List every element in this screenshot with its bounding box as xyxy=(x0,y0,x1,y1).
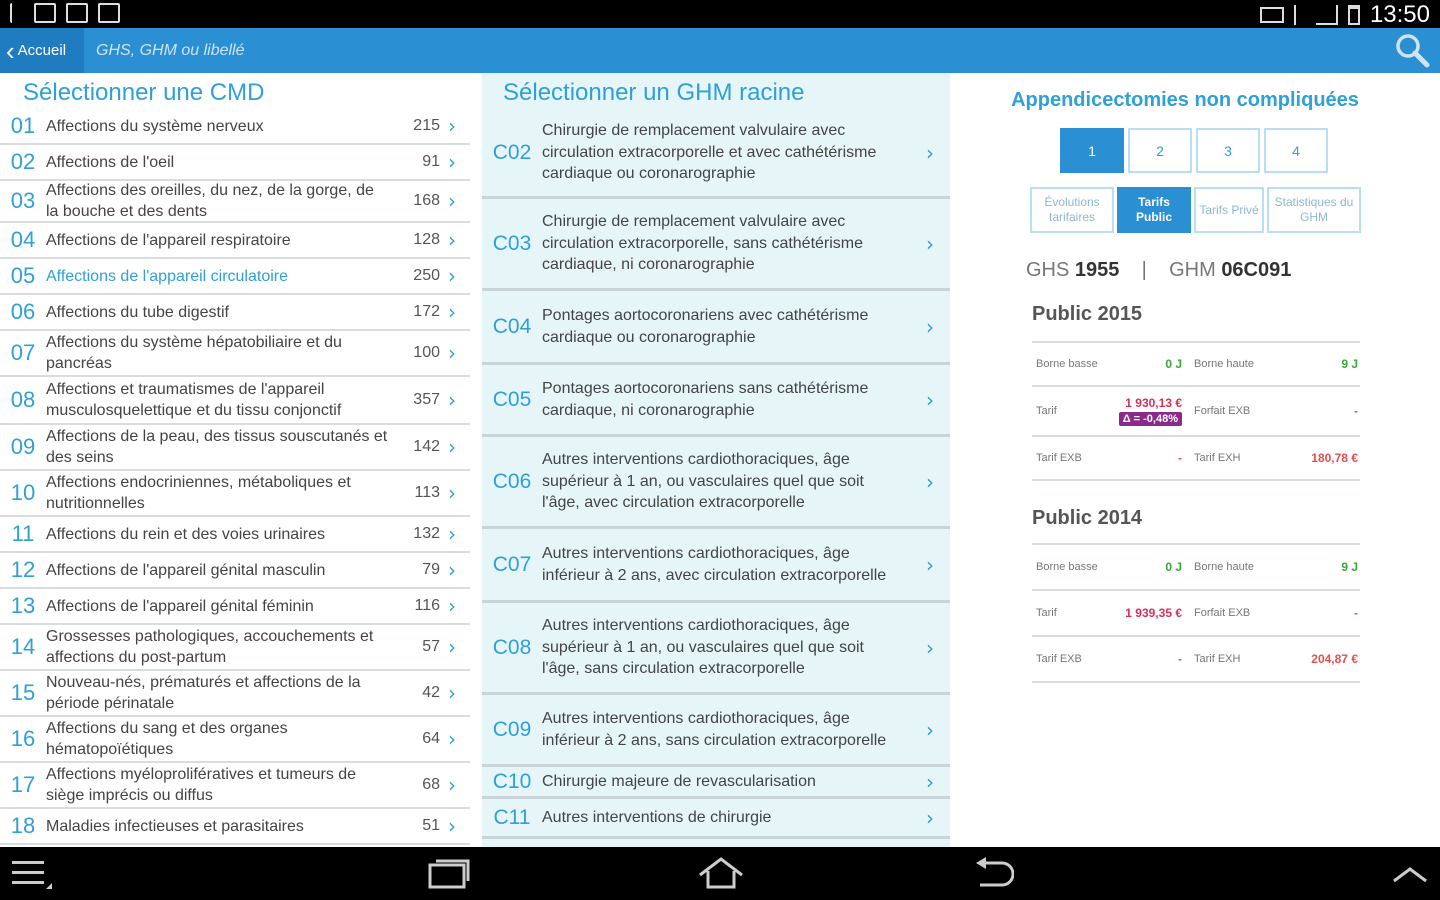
bornes-row xyxy=(1032,343,1360,387)
tarif-row xyxy=(1032,387,1360,437)
cmd-count: 215 xyxy=(413,117,440,134)
chevron-right-icon: › xyxy=(926,635,934,660)
cmd-count: 172 xyxy=(413,303,440,320)
cmd-count: 128 xyxy=(413,231,440,248)
tarif-ex-row xyxy=(1032,637,1360,683)
cmd-count: 168 xyxy=(413,192,440,209)
chevron-right-icon: › xyxy=(448,189,456,213)
cmd-code: 14 xyxy=(10,634,36,659)
tab-tarifs-public[interactable]: Tarifs Public xyxy=(1117,187,1191,233)
cmd-code: 18 xyxy=(10,813,36,838)
cmd-count: 116 xyxy=(414,597,440,614)
ghm-row[interactable] xyxy=(482,365,950,437)
cmd-row[interactable] xyxy=(0,763,470,809)
forfait-exb-label: Forfait EXB xyxy=(1194,607,1251,619)
home-icon[interactable] xyxy=(696,857,746,889)
ghm-value: 06C091 xyxy=(1221,259,1292,281)
cmd-row[interactable] xyxy=(0,717,470,763)
cmd-row[interactable] xyxy=(0,259,470,295)
cmd-code: 07 xyxy=(10,340,36,365)
chevron-right-icon: › xyxy=(448,114,456,138)
ghm-panel-title: Sélectionner un GHM racine xyxy=(503,79,805,106)
ghs-value: 1955 xyxy=(1074,259,1120,281)
system-nav-bar xyxy=(0,847,1440,900)
signal-icon xyxy=(1316,5,1338,25)
tarif-exb-value: - xyxy=(1178,451,1182,465)
chevron-right-icon: › xyxy=(448,635,456,659)
chevron-right-icon: › xyxy=(926,769,934,794)
status-right xyxy=(1260,1,1430,29)
cmd-code: 05 xyxy=(10,263,36,288)
cmd-label: Affections de l'oeil xyxy=(46,153,175,171)
cmd-row[interactable] xyxy=(0,471,470,517)
back-icon[interactable] xyxy=(972,857,1014,889)
tab-evolutions-tarifaires[interactable]: Évolutions tarifaires xyxy=(1030,187,1114,233)
cmd-label: Affections de l'appareil génital féminin xyxy=(46,597,314,615)
cmd-count: 68 xyxy=(422,776,440,793)
tarif-exb-label: Tarif EXB xyxy=(1036,653,1082,665)
cmd-label: Affections du rein et des voies urinaires xyxy=(46,525,325,543)
cmd-row[interactable] xyxy=(0,553,470,589)
chevron-right-icon: › xyxy=(448,228,456,252)
cmd-label: Affections du tube digestif xyxy=(46,303,229,321)
ghm-list xyxy=(482,109,950,839)
recent-apps-icon[interactable] xyxy=(428,857,472,889)
tarif-exh-value: 180,78 € xyxy=(1311,451,1358,465)
cmd-row[interactable] xyxy=(0,671,470,717)
cmd-panel-title: Sélectionner une CMD xyxy=(23,79,265,106)
cmd-row[interactable] xyxy=(0,425,470,471)
ghs-ghm-line xyxy=(1026,259,1291,282)
cmd-code: 02 xyxy=(10,149,36,174)
ghm-label: Autres interventions cardiothoraciques, âge inférieur à 2 ans, avec circulation extracorporelle xyxy=(542,545,887,584)
ghm-label: Pontages aortocoronariens avec cathétérisme cardiaque ou coronarographie xyxy=(542,307,869,346)
delta-badge: Δ = -0,48% xyxy=(1119,412,1182,426)
tarif-exh-value: 204,87 € xyxy=(1311,652,1358,666)
cmd-row[interactable] xyxy=(0,377,470,425)
chevron-up-icon[interactable] xyxy=(1392,865,1428,885)
usb-icon xyxy=(10,3,24,23)
tarif-label: Tarif xyxy=(1036,405,1057,417)
ghm-code: C07 xyxy=(492,552,532,576)
ghm-label: Autres interventions cardiothoraciques, âge inférieur à 2 ans, sans circulation extracorporelle xyxy=(542,710,887,749)
cmd-code: 01 xyxy=(10,113,36,138)
chevron-right-icon: › xyxy=(926,314,934,339)
chevron-right-icon: › xyxy=(448,388,456,412)
tab-statistiques-ghm[interactable]: Statistiques du GHM xyxy=(1267,187,1361,233)
cmd-label: Affections de la peau, des tissus souscutanés et des seins xyxy=(46,428,388,466)
chevron-right-icon: › xyxy=(926,387,934,412)
status-bar xyxy=(0,0,1440,28)
back-label: Accueil xyxy=(17,42,67,59)
mute-icon xyxy=(1260,7,1284,23)
cmd-row[interactable] xyxy=(0,145,470,181)
borne-basse-label: Borne basse xyxy=(1036,561,1098,573)
view-tabs xyxy=(1030,187,1361,233)
tarif-value: 1 930,13 € xyxy=(1125,396,1182,410)
cmd-code: 15 xyxy=(10,680,36,705)
cmd-code: 11 xyxy=(11,521,35,546)
cmd-count: 91 xyxy=(422,153,440,170)
chevron-left-icon: ‹ xyxy=(6,35,15,66)
cmd-count: 113 xyxy=(414,484,440,501)
chevron-right-icon: › xyxy=(926,140,934,165)
app-bar xyxy=(0,28,1440,73)
cmd-label: Affections de l'appareil circulatoire xyxy=(46,267,288,285)
tarif-cell xyxy=(1102,396,1186,426)
cmd-count: 250 xyxy=(413,267,440,284)
chevron-right-icon: › xyxy=(448,264,456,288)
battery-icon xyxy=(1348,5,1360,25)
cmd-label: Affections du sang et des organes hématopoïétiques xyxy=(46,720,288,758)
cmd-label: Affections de l'appareil respiratoire xyxy=(46,231,291,249)
cmd-count: 357 xyxy=(413,391,440,408)
cmd-row[interactable] xyxy=(0,517,470,553)
cmd-label: Affections endocriniennes, métaboliques et nutritionnelles xyxy=(46,474,351,512)
borne-haute-value: 9 J xyxy=(1341,560,1358,574)
ghm-code: C02 xyxy=(492,140,532,164)
tab-tarifs-prive[interactable]: Tarifs Privé xyxy=(1194,187,1264,233)
ghm-code: C03 xyxy=(492,231,532,255)
cmd-label: Affections du système hépatobiliaire et du pancréas xyxy=(46,334,342,372)
cmd-count: 132 xyxy=(413,525,440,542)
ghm-label: Autres interventions cardiothoraciques, âge supérieur à 1 an, ou vasculaires quel que soit l'âge, avec circulation extracorporelle xyxy=(542,451,864,512)
borne-haute-value: 9 J xyxy=(1341,357,1358,371)
chevron-right-icon: › xyxy=(448,522,456,546)
cmd-row[interactable] xyxy=(0,809,470,845)
cmd-label: Grossesses pathologiques, accouchements et affections du post-partum xyxy=(46,628,374,666)
ghm-label: Chirurgie de remplacement valvulaire avec circulation extracorporelle et avec cathétérisme cardiaque ou coronarographie xyxy=(542,122,877,183)
ghm-label: Chirurgie majeure de revascularisation xyxy=(542,772,816,790)
page-1-button[interactable]: 1 xyxy=(1060,128,1124,173)
cmd-code: 12 xyxy=(10,557,36,582)
cmd-list xyxy=(0,109,470,845)
borne-basse-value: 0 J xyxy=(1165,560,1182,574)
ghm-row[interactable] xyxy=(482,529,950,603)
cmd-count: 42 xyxy=(422,684,440,701)
chevron-right-icon: › xyxy=(448,773,456,797)
cmd-code: 13 xyxy=(10,593,36,618)
cmd-row[interactable] xyxy=(0,223,470,259)
cmd-label: Maladies infectieuses et parasitaires xyxy=(46,817,304,835)
ghm-detail-panel xyxy=(950,73,1440,847)
ghm-label: Pontages aortocoronariens sans cathétérisme cardiaque, ni coronarographie xyxy=(542,380,869,419)
tarif-ex-row xyxy=(1032,437,1360,481)
tarif-value: 1 939,35 € xyxy=(1125,606,1182,620)
cmd-count: 79 xyxy=(422,561,440,578)
chevron-right-icon: › xyxy=(448,558,456,582)
chevron-right-icon: › xyxy=(448,727,456,751)
chevron-right-icon: › xyxy=(448,300,456,324)
cmd-row[interactable] xyxy=(0,625,470,671)
tarif-exb-value: - xyxy=(1178,652,1182,666)
tarif-exh-label: Tarif EXH xyxy=(1194,653,1241,665)
back-button[interactable] xyxy=(0,28,84,73)
ghm-label: Autres interventions de chirurgie xyxy=(542,808,772,826)
chevron-right-icon: › xyxy=(448,681,456,705)
ghm-code: C04 xyxy=(492,314,532,338)
ghm-code: C11 xyxy=(493,805,531,829)
chevron-right-icon: › xyxy=(448,150,456,174)
chevron-right-icon: › xyxy=(926,469,934,494)
public-2014-title: Public 2014 xyxy=(1032,507,1143,529)
ghm-row[interactable] xyxy=(482,109,950,199)
ghm-row[interactable] xyxy=(482,799,950,839)
chevron-right-icon: › xyxy=(926,231,934,256)
tarif-label: Tarif xyxy=(1036,607,1057,619)
forfait-exb-value: - xyxy=(1354,404,1358,418)
cmd-count: 142 xyxy=(413,438,440,455)
chevron-right-icon: › xyxy=(926,805,934,830)
detail-title: Appendicectomies non compliquées xyxy=(1011,89,1359,111)
screenshot-icon xyxy=(66,3,88,23)
cmd-row[interactable] xyxy=(0,331,470,377)
tarif-row xyxy=(1032,591,1360,637)
cmd-code: 09 xyxy=(10,434,36,459)
cmd-code: 08 xyxy=(10,387,36,412)
notification-icons xyxy=(10,3,120,23)
cmd-code: 16 xyxy=(10,726,36,751)
tarif-exb-label: Tarif EXB xyxy=(1036,452,1082,464)
clock: 13:50 xyxy=(1369,1,1430,28)
ghm-label: GHM xyxy=(1169,259,1216,281)
chevron-right-icon: › xyxy=(448,594,456,618)
cmd-code: 06 xyxy=(10,299,36,324)
cmd-count: 57 xyxy=(422,638,440,655)
cmd-label: Affections des oreilles, du nez, de la gorge, de la bouche et des dents xyxy=(46,182,374,220)
image-icon xyxy=(34,3,56,23)
chevron-right-icon: › xyxy=(926,717,934,742)
borne-basse-label: Borne basse xyxy=(1036,358,1098,370)
cmd-list-panel xyxy=(0,73,470,847)
forfait-exb-value: - xyxy=(1354,606,1358,620)
cmd-row[interactable] xyxy=(0,181,470,223)
borne-haute-label: Borne haute xyxy=(1194,561,1254,573)
cmd-count: 51 xyxy=(422,817,440,834)
cmd-count: 100 xyxy=(413,344,440,361)
public-2014-table xyxy=(1032,543,1360,683)
ghm-list-panel xyxy=(482,73,950,847)
cmd-code: 04 xyxy=(10,227,36,252)
chevron-right-icon: › xyxy=(448,435,456,459)
borne-basse-value: 0 J xyxy=(1165,357,1182,371)
ghm-label: Autres interventions cardiothoraciques, âge supérieur à 1 an, ou vasculaires quel que soit l'âge, sans circulation extracorporelle xyxy=(542,617,864,678)
cmd-count: 64 xyxy=(422,730,440,747)
shop-icon xyxy=(98,3,120,23)
ghm-row[interactable] xyxy=(482,767,950,799)
cmd-code: 17 xyxy=(10,772,36,797)
cmd-row[interactable] xyxy=(0,295,470,331)
borne-haute-label: Borne haute xyxy=(1194,358,1254,370)
search-icon[interactable] xyxy=(1394,32,1430,68)
ghs-ghm-separator: | xyxy=(1141,259,1147,281)
cmd-label: Affections de l'appareil génital masculin xyxy=(46,561,326,579)
page-3-button[interactable]: 3 xyxy=(1196,128,1260,173)
cmd-code: 10 xyxy=(10,480,36,505)
ghm-code: C06 xyxy=(492,469,532,493)
tarif-exh-label: Tarif EXH xyxy=(1194,452,1241,464)
chevron-right-icon: › xyxy=(448,814,456,838)
ghm-row[interactable] xyxy=(482,199,950,291)
cmd-row[interactable] xyxy=(0,589,470,625)
ghm-code: C05 xyxy=(492,387,532,411)
ghs-label: GHS xyxy=(1026,259,1070,281)
bornes-row xyxy=(1032,545,1360,591)
network-type-icon xyxy=(1294,5,1306,25)
page-selector xyxy=(1060,128,1328,173)
ghm-row[interactable] xyxy=(482,695,950,767)
menu-icon[interactable] xyxy=(12,859,54,891)
ghm-code: C10 xyxy=(492,769,532,793)
public-2015-title: Public 2015 xyxy=(1032,303,1143,325)
page-2-button[interactable]: 2 xyxy=(1128,128,1192,173)
forfait-exb-label: Forfait EXB xyxy=(1194,405,1251,417)
cmd-label: Nouveau-nés, prématurés et affections de la période périnatale xyxy=(46,674,361,712)
chevron-right-icon: › xyxy=(448,341,456,365)
cmd-row[interactable] xyxy=(0,109,470,145)
ghm-code: C08 xyxy=(492,635,532,659)
cmd-label: Affections du système nerveux xyxy=(46,117,264,135)
public-2015-table xyxy=(1032,341,1360,481)
cmd-code: 03 xyxy=(10,188,36,213)
ghm-code: C09 xyxy=(492,717,532,741)
cmd-label: Affections et traumatismes de l'appareil musculosquelettique et du tissu conjonctif xyxy=(46,381,342,419)
ghm-row[interactable] xyxy=(482,291,950,365)
ghm-row[interactable] xyxy=(482,437,950,529)
page-4-button[interactable]: 4 xyxy=(1264,128,1328,173)
ghm-row[interactable] xyxy=(482,603,950,695)
cmd-label: Affections myéloprolifératives et tumeurs de siège imprécis ou diffus xyxy=(46,766,357,804)
ghm-label: Chirurgie de remplacement valvulaire avec circulation extracorporelle, sans cathétérisme cardiaque, ni coronarographie xyxy=(542,213,864,274)
chevron-right-icon: › xyxy=(448,481,456,505)
chevron-right-icon: › xyxy=(926,552,934,577)
search-input[interactable] xyxy=(86,32,1386,69)
